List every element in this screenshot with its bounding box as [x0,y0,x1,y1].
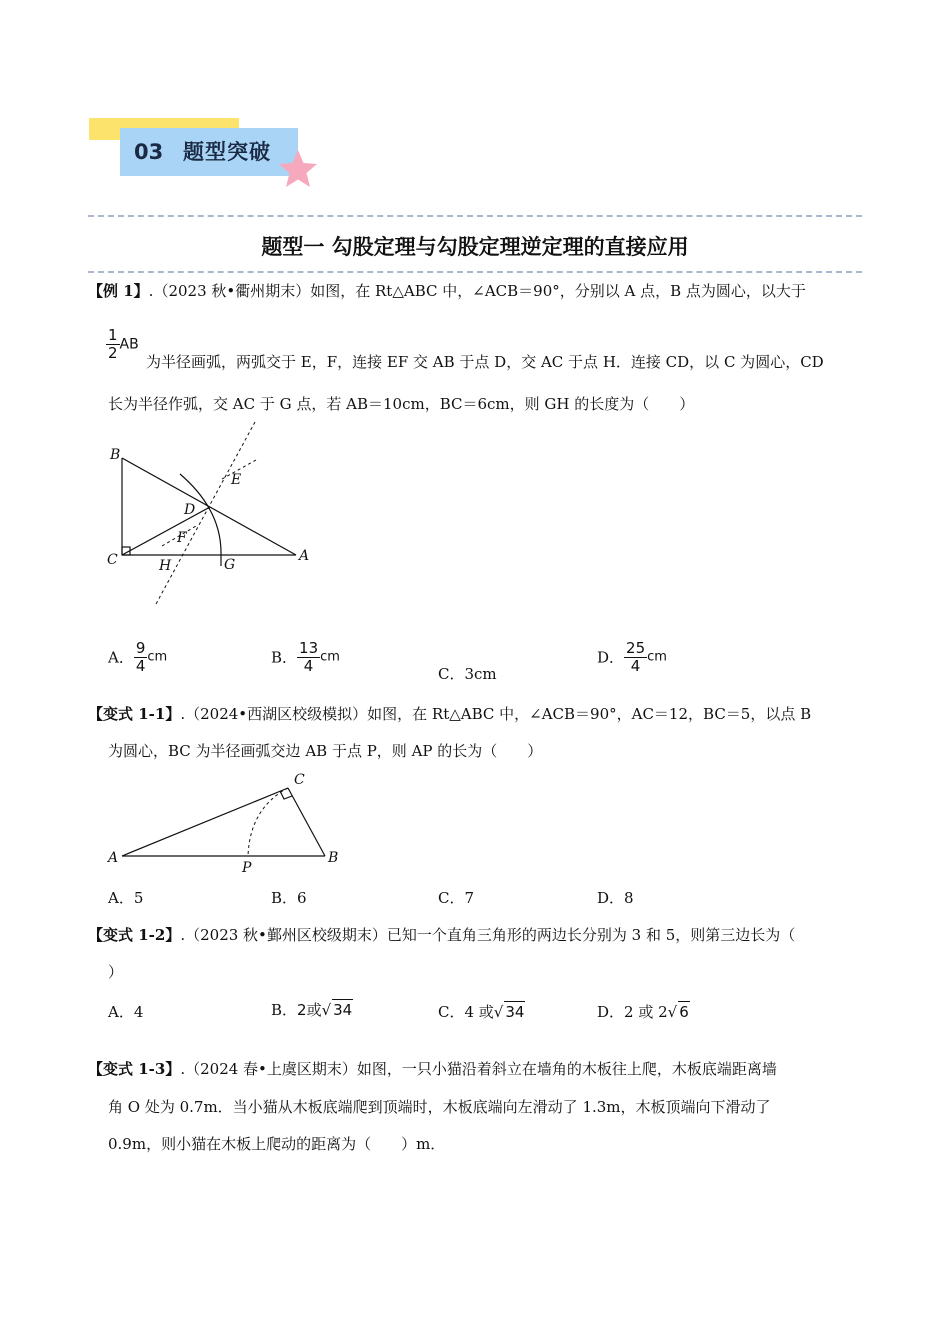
example1-line3: 长为半径作弧，交 AC 于 G 点，若 AB＝10cm，BC＝6cm，则 GH 的长度为（ ） [108,395,695,413]
label-a: A [299,548,310,564]
example1-tag: 【例 1】 [88,282,149,300]
example1-option-d[interactable]: D． $\frac{25}{4}$ cm [597,639,667,675]
variant13-line1: 【变式 1-3】.（2024 春•上虞区期末）如图，一只小猫沿着斜立在墙角的木板往上爬，木板底端距离墙 [88,1060,777,1078]
topic-title: 题型一 勾股定理与勾股定理逆定理的直接应用 [261,234,689,259]
example1-option-c[interactable]: C．3cm [438,665,497,683]
variant12-option-b[interactable]: B．2或√ 34 [271,1001,353,1019]
example1-line2: 为半径画弧，两弧交于 E，F，连接 EF 交 AB 于点 D，交 AC 于点 H．连接 CD，以 C 为圆心，CD [146,353,824,371]
example1-option-b[interactable]: B． $\frac{13}{4}$ cm [271,639,340,675]
sqrt-sign: √ [321,1001,332,1019]
divider-bottom [88,271,862,273]
variant13-line3: 0.9m，则小猫在木板上爬动的距离为（ ）m． [108,1135,446,1153]
section-title: 题型突破 [183,140,271,164]
sqrt-sign: √ [493,1003,504,1021]
variant11-line2: 为圆心，BC 为半径画弧交边 AB 于点 P，则 AP 的长为（ ） [108,742,543,760]
label-c: C [294,772,305,788]
variant11-option-b[interactable]: B．6 [271,889,307,907]
label-f: F [177,530,187,546]
variant13-text1: （2024 春•上虞区期末）如图，一只小猫沿着斜立在墙角的木板往上爬，木板底端距离墙 [185,1060,777,1078]
variant11-figure [100,768,350,878]
line-ef [156,422,255,604]
variant13-tag: 【变式 1-3】 [88,1060,181,1078]
segment-cb [288,788,325,856]
segment-ac [122,788,288,856]
label-b: B [328,850,339,866]
variant12-option-a[interactable]: A．4 [108,1003,144,1021]
variant11-line1: 【变式 1-1】.（2024•西湖区校级模拟）如图，在 Rt△ABC 中，∠ACB＝90°，AC＝12，BC＝5，以点 B [88,705,812,723]
label-c: C [107,552,118,568]
example1-text1: （2023 秋•衢州期末）如图，在 Rt△ABC 中，∠ACB＝90°，分别以 A 点，B 点为圆心，以大于 [153,282,806,300]
arc-cp [248,788,288,856]
variant12-line2: ） [108,963,124,981]
star-icon [276,148,320,190]
variant12-text1: （2023 秋•鄞州区校级期末）已知一个直角三角形的两边长分别为 3 和 5，则第三边长为（ [185,926,796,944]
label-b: B [110,447,121,463]
label-g: G [224,557,236,573]
variant12-line1: 【变式 1-2】.（2023 秋•鄞州区校级期末）已知一个直角三角形的两边长分别为 3 和 5，则第三边长为（ [88,926,796,944]
label-a: A [108,850,119,866]
variant11-option-d[interactable]: D．8 [597,889,634,907]
example1-fraction: $\frac{1}{2}$ AB [108,326,139,362]
variant11-text1: （2024•西湖区校级模拟）如图，在 Rt△ABC 中，∠ACB＝90°，AC＝12，BC＝5，以点 B [185,705,812,723]
variant12-option-c[interactable]: C．4 或√ 34 [438,1003,525,1021]
example1-option-a[interactable]: A． $\frac{9}{4}$ cm [108,639,168,675]
sqrt-sign: √ [667,1003,678,1021]
example1-figure [100,418,310,608]
label-d: D [184,502,196,518]
variant11-option-c[interactable]: C．7 [438,889,475,907]
divider-top [88,215,862,217]
label-p: P [242,860,252,876]
variant11-option-a[interactable]: A．5 [108,889,144,907]
label-e: E [231,472,242,488]
variant13-line2: 角 O 处为 0.7m．当小猫从木板底端爬到顶端时，木板底端向左滑动了 1.3m，木板顶端向下滑动了 [108,1098,771,1116]
segment-cd [122,507,210,555]
section-number: 03 [134,140,164,164]
variant12-option-d[interactable]: D．2 或 2√ 6 [597,1003,689,1021]
variant11-tag: 【变式 1-1】 [88,705,181,723]
label-h: H [159,558,172,574]
variant12-tag: 【变式 1-2】 [88,926,181,944]
example1-line1: 【例 1】.（2023 秋•衢州期末）如图，在 Rt△ABC 中，∠ACB＝90°，分别以 A 点，B 点为圆心，以大于 [88,282,806,300]
